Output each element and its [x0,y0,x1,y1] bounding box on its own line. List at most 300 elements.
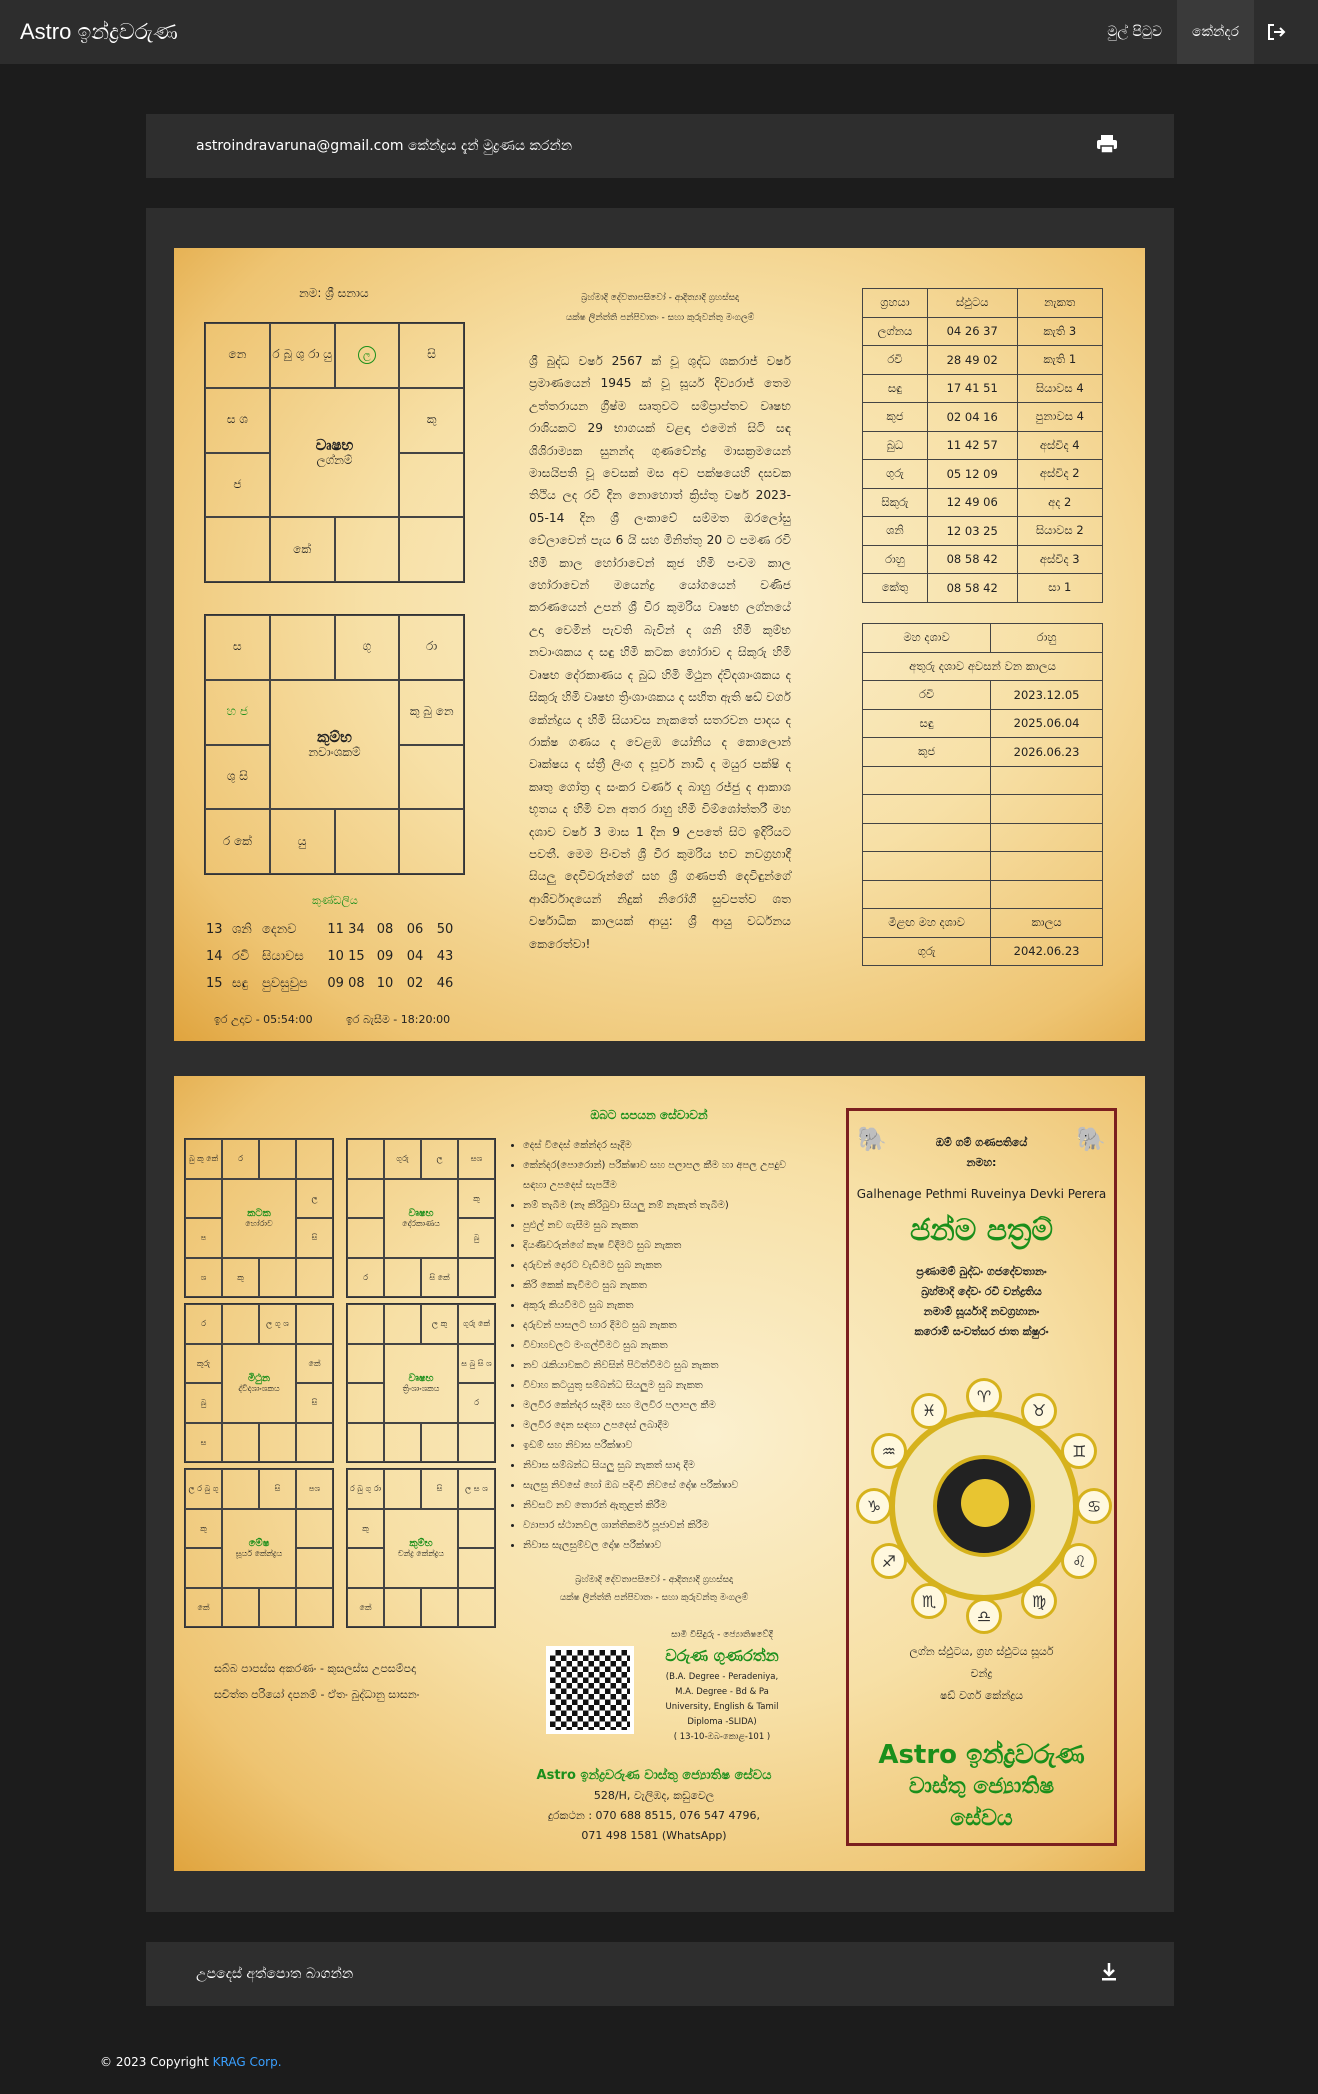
contents-line: ලග්න ස්ඵුටය, ග්‍රහ ස්ඵුටය සූර්ය [909,1645,1054,1658]
person-name: නම: ශ්‍රී සනාය [299,286,369,300]
service-item: • සැලසු නිවසේ හෝ ඔබ පදිංචි නිවසේ දෝෂ පරීක්ෂාව [523,1476,789,1496]
service-item: • නිවසට නව තොරන් ඇතුළත් කිරීම [523,1496,789,1516]
navamsa-cell [335,809,400,874]
varga-cell: බු [185,1383,222,1423]
astrologer-name: වරුණ ගුණරත්න [665,1646,779,1665]
qr-code [546,1646,634,1734]
varga-cell: සි [421,1469,458,1509]
navamsa-center [270,680,400,810]
services-title: ඔබට සපයන සේවාවන් [590,1108,708,1122]
planet-cell: සිකුරු [863,488,928,517]
rasi-center-title: වෘෂභ [315,435,354,454]
qualification-line: M.A. Degree - Bd & Pa [675,1687,769,1697]
varga-title: කුම්භ [409,1537,433,1549]
varga-cell [347,1304,384,1344]
zodiac-sign-icon: ♎ [966,1598,1002,1634]
varga-cell: කේ [296,1344,333,1384]
navamsa-cell [399,745,464,810]
kundali-cell: දෙනව [262,922,297,937]
horoscope-description: ශ්‍රී බුද්ධ වර්ෂ 2567 ක් වූ ශුද්ධ ශකරාජ් වර්ෂ ප්‍රමාණයෙන් 1945 ක් වූ සූර්ය දිව්‍යරාජ් තෙම උත්තරායන ග්‍රීෂ්ම සෘතුවට සම්ප්‍රාප්තව වෘෂභ රාශියකට 29 භාගයක් වළඳා එමෙන් සිටි සඳ ශිශිරාම්‍යක සුනන්ද ගුණවේන්ද්‍ර මාසක්‍රමයෙන් මාසයිපති වූ වෙසක් මස අව පක්ෂයෙහි දසවක තිථිය ලද රවි දින නොහොත් ක්‍රිස්තු වර්ෂ 2023-05-14 දින ශ්‍රී ලංකාවේ සම්මත ඔරලෝසු වේලාවෙන් පැය 6 යි සහ මිනිත්තු 20 ට පමණ රවි හිමි කාල හෝරාවෙන් කුජ හිමි පංචම කාල හෝරාවෙන් මයෙන්ද්‍ර යෝගයෙන් වණිජ කරණයෙන් උපන් ශ්‍රී වීර කුමරිය වෘෂභ ලග්නයේ උදා වෙමින් පැවති බැවින් ද ශනි හිමි කුම්භ නවාංශකය ද සඳු හිමි කටක හෝරාව ද සිකුරු හිමි වෘෂභ දේරකාණය ද බුධ හිමි මිථුන ද්විදශාංශකය ද සිකුරු හිමි වෘෂභ ත්‍රිංශාංශකය ද සහිත ඇති ෂඩ් වර්ග කේන්ද්‍රය ද හිමි සියාවස නැකතේ සතරවන පාදය ද රාක්ෂ ගණය ද වෙළඹ යෝනිය ද කොලොන් වෘක්ෂය ද ස්ත්‍රී ලිංග ද පූර්ව නාඩි ද මයුර පක්ෂි ද කෘතු ගෝත්‍ර ද සංකර වර්ණ ද බාහු රජ්ජු ද ආකාශ භූතය ද හිමි වන අතර රාහු හිමි විම්ශෝත්තරී මහ දශාව වර්ෂ 3 මාස 1 දින 9 උපතේ සිට ඉදිරියට පවතී. මෙම පිංවත් ශ්‍රී වීර කුමරිය භව නවග්‍රහාදී සියලු දෙවිවරුන්ගේ සහ ශ්‍රී ගණපති දෙවිඳුන්ගේ ආශිර්වාදයෙන් නිදුක් නිරෝගී සුවපත්ව ශත වර්ෂාධික කාලයක් ආයු: ශ්‍රී ආයු වර්ධනය කෙරෙත්වා! [529,354,791,951]
qualification-line: Diploma -SLIDA) [687,1717,757,1727]
service-item: • විවාහ කටයුතු සම්බන්ධ සියලුම සුබ නැකත [523,1376,789,1396]
planet-cell: කැති 1 [1017,346,1102,375]
varga-cell: ර [347,1258,384,1298]
rasi-cell: සි [399,323,464,388]
motto [514,1571,794,1607]
rasi-cell [399,453,464,518]
planet-cell: අස්විද 3 [1017,545,1102,574]
varga-cell: සි [296,1383,333,1423]
varga-center [384,1509,458,1588]
varga-cell: කු [347,1509,384,1549]
ganesha-icon: 🐘 [1076,1125,1106,1153]
rasi-cell: කේ [270,517,335,582]
nav-kendra-link[interactable]: කේන්දර [1177,0,1254,64]
service-item: • නම් තැබීම (නෑ කිරිබුවා සියලු නම් නැකැත් තැබීම) [523,1196,789,1216]
navamsa-cell: ශු සි [205,745,270,810]
varga-cell: ර [185,1304,222,1344]
service-item: • කේන්දර(පොරොන්) පරීක්ෂාව සහ පලාපල කීම හා අපල උපදුව සඳහා උපදෙස් සැපයීම [523,1156,789,1196]
planet-cell: සියාවස 2 [1017,517,1102,546]
planet-cell: 08 58 42 [927,574,1017,603]
dasa-cell: කුජ [863,738,991,767]
print-bar [146,114,1174,178]
planet-cell: ශනි [863,517,928,546]
service-item: • ව්‍යාපාර ස්ථානවල ශාන්තිකර්ම පූජාවන් කිරීම [523,1516,789,1536]
dasa-cell [991,795,1103,824]
zodiac-sign-icon: ♉ [1021,1393,1057,1429]
zodiac-sign-icon: ♒ [871,1433,907,1469]
varga-cell [347,1383,384,1423]
dasa-cell: 2023.12.05 [991,681,1103,710]
planet-cell: 05 12 09 [927,460,1017,489]
varga-cell: ල [296,1179,333,1219]
varga-title: වෘෂභ [408,1207,434,1219]
varga-cell: කු [185,1509,222,1549]
astrologer-qualifications [652,1670,792,1745]
zodiac-sign-icon: ♓ [911,1393,947,1429]
kundali-cell: 10 [376,976,394,991]
varga-chart [346,1468,496,1628]
varga-cell [347,1179,384,1219]
next-dasa-cell: ගුරු [863,937,991,966]
service-item: • දියණිවරුන්ගේ කෑෂ විදීමට සුබ නැකත [523,1236,789,1256]
varga-cell [384,1258,421,1298]
dasa-head: රාහු [991,624,1103,653]
cover-verse-line: බ්‍රහ්මාදි දේවං රවි චන්ද්‍රතිය [921,1285,1042,1298]
varga-cell: ල ගු ශ [259,1304,296,1344]
varga-cell [296,1304,333,1344]
kundali-cell: 09 08 [327,976,365,991]
kundali-cell: රවි [232,949,250,964]
varga-cell [421,1423,458,1463]
dasa-cell [991,823,1103,852]
varga-cell: කුරු [185,1344,222,1384]
planet-table-head [863,289,1103,318]
contact-block [514,1766,794,1846]
kundali-cell: සඳු [232,976,248,991]
astrologer-block [652,1630,792,1745]
kundali-cell: 11 34 [327,922,365,937]
varga-chart [184,1303,334,1463]
varga-title: මිථුන [247,1372,271,1384]
navamsa-cell: ස [205,615,270,680]
kundali-row [206,943,466,970]
dasa-cell [863,880,991,909]
varga-title: වෘෂභ [408,1372,434,1384]
blessing-line: බ්‍රහ්මාදි දේවතාපසිවෝ - ආදිත්‍යාදි ග්‍රහස්සදා [580,293,740,303]
cover-brand-line: වාස්තු ජ්‍යොතිෂ [908,1774,1055,1799]
varga-center [222,1179,296,1258]
varga-cell [296,1509,333,1549]
planet-cell: අද 2 [1017,488,1102,517]
varga-chart [184,1468,334,1628]
service-item: • මලවිර දෙන සඳහා උපදෙස් ලබාදීම [523,1416,789,1436]
varga-cell: සශ [458,1139,495,1179]
varga-chart [346,1303,496,1463]
varga-cell [259,1423,296,1463]
verse-line: සබ්බ පාපස්ස අකරණං - කුසලස්ස උපසම්පදා [214,1662,416,1675]
varga-cell [296,1423,333,1463]
phone-line: දුරකථන : 070 688 8515, 076 547 4796, [548,1809,760,1822]
kundali-title: කුණ්ඩලිය [312,894,358,907]
navamsa-cell: ර කේ [205,809,270,874]
varga-cell [458,1509,495,1549]
kundali-row [206,970,466,997]
sunset-time: ඉර බැසීම - 18:20:00 [346,1013,451,1026]
varga-center [384,1179,458,1258]
navamsa-cell: ගු [335,615,400,680]
varga-cell: ගුරු [384,1139,421,1179]
rasi-cell: ජ [205,453,270,518]
varga-sub: ද්විදශාංශකය [238,1384,280,1394]
varga-cell: සි කේ [421,1258,458,1298]
planet-cell: කුජ [863,403,928,432]
varga-cell: ශ [185,1258,222,1298]
planet-cell: ගුරු [863,460,928,489]
varga-chart [184,1138,334,1298]
cover-contents [859,1641,1104,1707]
kundali-row [206,916,466,943]
navamsa-center-sub: නවාංශකම් [308,745,361,760]
rasi-chart [204,322,465,583]
planet-row [863,346,1103,375]
kundali-cell: 06 [406,922,424,937]
varga-cell [347,1344,384,1384]
varga-cell [222,1423,259,1463]
cover-verse-line: නමාම් සූර්යාදි නවග්‍රහානං [923,1305,1040,1318]
rasi-cell [399,517,464,582]
varga-center [384,1344,458,1423]
motto-line: බ්‍රහ්මාදි දේවතාපසිවෝ - ආදිත්‍යාදි ග්‍රහස්සදා [574,1575,734,1585]
invocation-line: නමහ: [966,1156,997,1169]
varga-cell: සි [259,1469,296,1509]
cover-verses [849,1262,1114,1342]
top-navbar [0,0,1318,64]
varga-cell [458,1548,495,1588]
varga-cell: කු [458,1179,495,1219]
kundali-cell: 50 [436,922,454,937]
planet-row [863,317,1103,346]
varga-cell [384,1423,421,1463]
planet-cell: අස්විද 2 [1017,460,1102,489]
service-item: • නිවාස සැලසුම්වල දෝෂ පරීක්ෂාව [523,1536,789,1556]
zodiac-sign-icon: ♈ [966,1378,1002,1414]
horoscope-page-1 [174,248,1145,1041]
planet-row [863,460,1103,489]
dasa-cell [863,795,991,824]
kundali-cell: 13 [206,922,223,937]
footer-text: © 2023 Copyright [100,2055,213,2069]
planet-row [863,574,1103,603]
varga-cell [222,1588,259,1628]
kendra-panel [146,208,1174,1912]
varga-cell [421,1588,458,1628]
lagna-cell [335,323,400,388]
zodiac-sign-icon: ♏ [911,1583,947,1619]
varga-cell: බු කු කේ [185,1139,222,1179]
planet-head-cell: ස්ඵුටය [927,289,1017,318]
kundali-cell: 08 [376,922,394,937]
service-item: • මලවිර කේන්දර සෑදීම සහ මලවිර පලාපල කීම [523,1396,789,1416]
service-item: • දෙස් විදෙස් කේන්දර සෑදීම [523,1136,789,1156]
contents-line: ෂඩ් වර්ග කේන්ද්‍රය [939,1689,1024,1702]
planet-cell: 28 49 02 [927,346,1017,375]
varga-sub: හෝරාව [245,1219,273,1229]
varga-cell [222,1469,259,1509]
dasa-cell [991,880,1103,909]
varga-cell [259,1258,296,1298]
varga-cell [458,1258,495,1298]
download-bar [146,1942,1174,2006]
varga-cell [347,1218,384,1258]
planet-row [863,545,1103,574]
planet-cell: පුනාවස 4 [1017,403,1102,432]
service-item: • නිවාස සම්බන්ධ සියලු සුබ නැකත් සාදා දීම [523,1456,789,1476]
navamsa-cell: හ ජ [205,680,270,745]
varga-cell: ස බු සි ශ [458,1344,495,1384]
horoscope-page-2 [174,1076,1145,1871]
kundali-cell: 09 [376,949,394,964]
varga-cell [458,1423,495,1463]
planet-cell: රවි [863,346,928,375]
rasi-cell [335,517,400,582]
planet-row [863,403,1103,432]
kundali-cell: 10 15 [327,949,365,964]
varga-cell [296,1258,333,1298]
planet-cell: 04 26 37 [927,317,1017,346]
planet-table [862,288,1103,603]
service-item: • දරුවන් දොරට වැඩීමට සුබ නැකත [523,1256,789,1276]
navamsa-cell: රා [399,615,464,680]
varga-cell: ස [185,1423,222,1463]
varga-cell: ල කු [421,1304,458,1344]
motto-line: යක්ෂ ලින්ත්ති පන්‍පිවාතං - සහා කුරුවන්තු මංගලම් [559,1593,749,1603]
planet-cell: 17 41 51 [927,374,1017,403]
planet-cell: සා 1 [1017,574,1102,603]
qualification-line: ( 13-10-ඔබ-කොළ-101 ) [673,1732,771,1742]
navamsa-cell [399,809,464,874]
zodiac-sign-icon: ♊ [1061,1433,1097,1469]
dasa-cell [991,766,1103,795]
varga-cell [458,1588,495,1628]
varga-cell [384,1304,421,1344]
astrologer-role: සාමි වීසිදුරු - ජ්‍යොතිෂවේදී [671,1630,773,1640]
varga-cell [185,1548,222,1588]
varga-cell: කේ [347,1588,384,1628]
download-bar-label: උපදෙස් අත්පොත බාගන්න [196,1966,354,1982]
planet-cell: 02 04 16 [927,403,1017,432]
lagna-marker: ල [358,346,376,364]
rasi-center-sub: ලග්නම් [316,453,353,468]
kundali-cell: 15 [206,976,223,991]
planet-cell: සියාවස 4 [1017,374,1102,403]
varga-cell: ර [222,1139,259,1179]
varga-cell: ර බු ගු රා [347,1469,384,1509]
kundali-cell: 02 [406,976,424,991]
buddhist-verse [214,1656,419,1708]
dasa-cell [863,766,991,795]
varga-sub: දේරකාණය [402,1219,440,1229]
rasi-cell: නෙ [205,323,270,388]
services-list [509,1136,789,1556]
rasi-cell [205,517,270,582]
next-dasa-head: කාලය [991,909,1103,938]
varga-chart [346,1138,496,1298]
sun-moon-icon [933,1455,1035,1557]
rasi-center [270,388,400,518]
next-dasa-head: මීළඟ මහ දශාව [863,909,991,938]
varga-title: මේෂ [248,1537,270,1549]
qualification-line: University, English & Tamil [665,1702,779,1712]
cover-panel [846,1108,1117,1846]
next-dasa-cell: 2042.06.23 [991,937,1103,966]
rasi-cell: ස ශ [205,388,270,453]
planet-row [863,517,1103,546]
planet-row [863,374,1103,403]
print-icon[interactable] [1096,134,1118,158]
planet-cell: රාහු [863,545,928,574]
dasa-cell [863,823,991,852]
planet-cell: 12 03 25 [927,517,1017,546]
planet-cell: කේතු [863,574,928,603]
cover-brand-line: Astro ඉන්ද්‍රවරුණ [878,1740,1085,1770]
service-item: • දරුවන් පාසලට භාර දීමට සුබ නැකත [523,1316,789,1336]
download-icon[interactable] [1100,1962,1118,1986]
kundali-cell: 14 [206,949,223,964]
varga-cell: ල ස ශ [458,1469,495,1509]
kundali-cell: සියාවස [262,949,304,964]
print-bar-label: astroindravaruna@gmail.com කේන්ද්‍රය දැන් මුද්‍රණය කරන්න [196,138,573,154]
cover-invocation [849,1133,1114,1173]
navamsa-cell: යු [270,809,335,874]
varga-cell [222,1304,259,1344]
varga-cell [259,1139,296,1179]
zodiac-sign-icon: ♌ [1061,1543,1097,1579]
cover-verse-line: කරොම් සංවත්සර ජාත ක්ෂුරං [914,1325,1049,1338]
invocation-line: ඔම් ගම් ගණපතියේ [935,1136,1028,1149]
zodiac-sign-icon: ♍ [1021,1583,1057,1619]
varga-cell [347,1548,384,1588]
rasi-cell: කු [399,388,464,453]
brand-logo[interactable]: Astro ඉන්ද්‍රවරුණ [20,19,178,44]
blessing-line: යක්ෂ ලින්ත්ති පන්‍පිවාතං - සහා කුරුවන්තු මංගලම් [565,313,755,323]
cover-person-name: Galhenage Pethmi Ruveinya Devki Perera [856,1187,1107,1201]
contents-line: චන්ද්‍ර [970,1667,993,1680]
cover-brand-line: සේවය [950,1806,1013,1831]
varga-cell: කේ [185,1588,222,1628]
varga-cell [347,1423,384,1463]
varga-title: කටක [247,1207,271,1219]
planet-head-cell: නැකත [1017,289,1102,318]
logout-icon[interactable] [1254,0,1298,64]
planet-cell: සඳු [863,374,928,403]
kundali-cell: ශනි [232,922,252,937]
kundali-cell: 43 [436,949,454,964]
ganesha-icon: 🐘 [857,1125,887,1153]
varga-cell: ල [421,1139,458,1179]
qualification-line: (B.A. Degree - Peradeniya, [665,1672,779,1682]
varga-cell: සි [296,1218,333,1258]
dasa-cell [863,852,991,881]
address: 528/H, වැලිඹද, කඩුවෙල [593,1789,715,1802]
navamsa-center-title: කුම්භ [317,727,352,746]
varga-cell: පශ [296,1469,333,1509]
service-item: • අකුරු කියවීමට සුබ නැකත [523,1296,789,1316]
varga-cell: ගුරු කේ [458,1304,495,1344]
varga-cell: ප [185,1218,222,1258]
kundali-cell: 46 [436,976,454,991]
dasa-table [862,623,1103,966]
zodiac-sign-icon: ♑ [856,1488,892,1524]
varga-cell: ර [458,1383,495,1423]
kundali-table [206,916,466,997]
varga-cell [347,1139,384,1179]
varga-cell [259,1588,296,1628]
service-item: • ඉඩම් සහ නිවාස පරීක්ෂාව [523,1436,789,1456]
varga-cell [296,1548,333,1588]
varga-cell [296,1588,333,1628]
dasa-cell: 2025.06.04 [991,709,1103,738]
navamsa-cell [270,615,335,680]
planet-cell: 11 42 57 [927,431,1017,460]
varga-cell [384,1588,421,1628]
planet-cell: ලග්නය [863,317,928,346]
dasa-sub: අතුරු දශාව අවසන් වන කාලය [863,652,1103,681]
kundali-cell: 04 [406,949,424,964]
zodiac-wheel-icon [889,1411,1079,1601]
cover-verse-line: ප්‍රණාමම් බුද්ධං ගජදේවතානං [916,1265,1047,1278]
footer-link[interactable]: KRAG Corp. [212,2055,282,2069]
dasa-cell [991,852,1103,881]
sunrise-time: ඉර උදාව - 05:54:00 [214,1013,313,1026]
varga-sub: ත්‍රිංශාංශකය [402,1384,440,1394]
nav-home-link[interactable]: මුල් පිටුව [1107,24,1163,40]
varga-center [222,1344,296,1423]
varga-cell: කු [222,1258,259,1298]
zodiac-sign-icon: ♋ [1076,1488,1112,1524]
phone-line: 071 498 1581 (WhatsApp) [581,1829,727,1842]
dasa-cell: රවි [863,681,991,710]
navamsa-chart [204,614,465,875]
service-item: • කිරි කෙක් කැවීමට සුබ නැකත [523,1276,789,1296]
varga-cell [185,1179,222,1219]
planet-cell: 08 58 42 [927,545,1017,574]
planet-row [863,488,1103,517]
varga-center [222,1509,296,1588]
zodiac-sign-icon: ♐ [871,1543,907,1579]
varga-cell: ල ර බු ගු [185,1469,222,1509]
